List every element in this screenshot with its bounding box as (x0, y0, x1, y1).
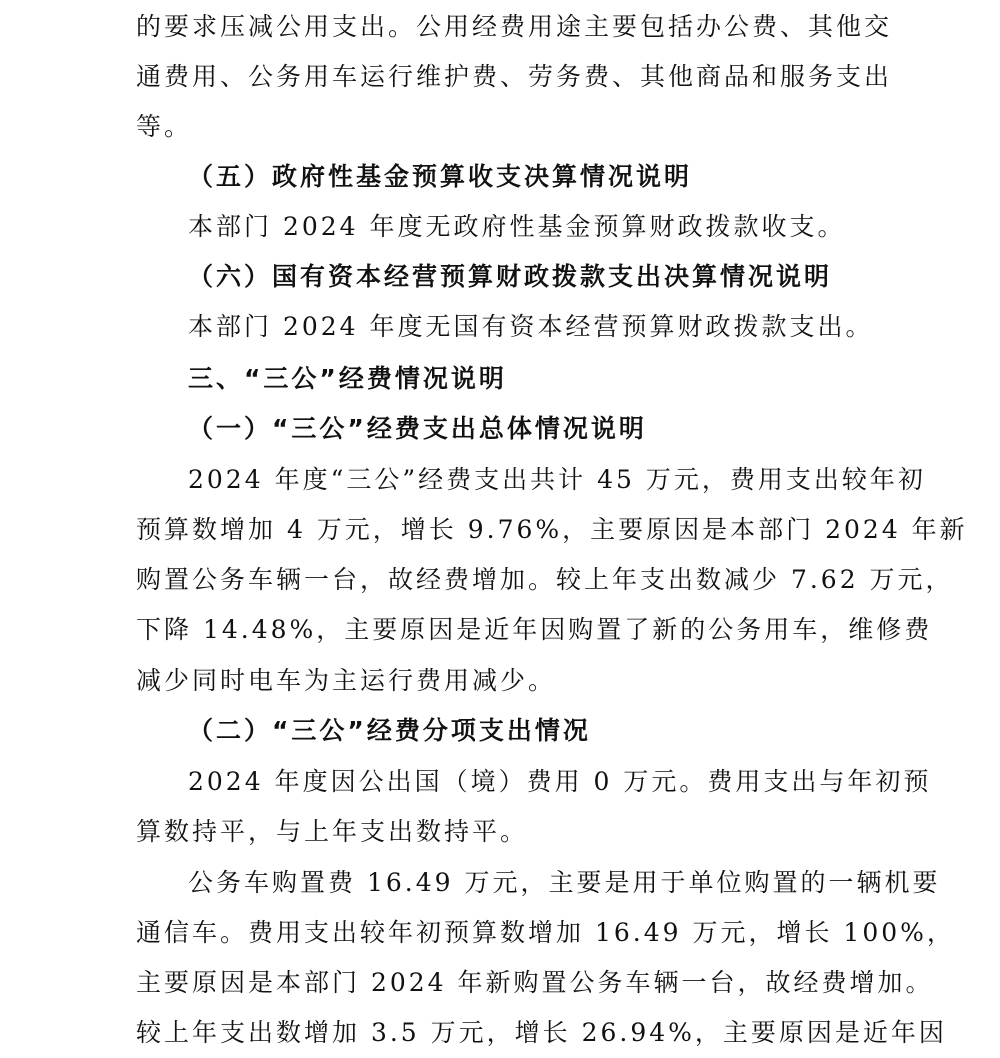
body-text-line: 公务车购置费 16.49 万元，主要是用于单位购置的一辆机要 (188, 868, 941, 897)
body-text-line: 较上年支出数增加 3.5 万元，增长 26.94%，主要原因是近年因 (136, 1018, 947, 1047)
body-text-line: 主要原因是本部门 2024 年新购置公务车辆一台，故经费增加。 (136, 968, 934, 997)
body-text-line: 本部门 2024 年度无国有资本经营预算财政拨款支出。 (188, 312, 874, 341)
section-heading-5: （五）政府性基金预算收支决算情况说明 (188, 162, 693, 191)
chapter-heading-3: 三、“三公”经费情况说明 (188, 364, 507, 393)
body-text-line: 算数持平，与上年支出数持平。 (136, 817, 529, 846)
body-text-line: 购置公务车辆一台，故经费增加。较上年支出数减少 7.62 万元， (136, 565, 954, 594)
body-text-line: 减少同时电车为主运行费用减少。 (136, 666, 557, 695)
section-heading-2: （二）“三公”经费分项支出情况 (188, 716, 591, 745)
section-heading-1: （一）“三公”经费支出总体情况说明 (188, 414, 647, 443)
body-text-line: 等。 (136, 112, 193, 141)
body-text-line: 2024 年度“三公”经费支出共计 45 万元，费用支出较年初 (188, 465, 926, 494)
body-text-line: 本部门 2024 年度无政府性基金预算财政拨款收支。 (188, 212, 846, 241)
body-text-line: 下降 14.48%，主要原因是近年因购置了新的公务用车，维修费 (136, 615, 933, 644)
section-heading-6: （六）国有资本经营预算财政拨款支出决算情况说明 (188, 262, 833, 291)
body-text-line: 的要求压减公用支出。公用经费用途主要包括办公费、其他交 (136, 12, 893, 41)
body-text-line: 通信车。费用支出较年初预算数增加 16.49 万元，增长 100%， (136, 918, 955, 947)
body-text-line: 预算数增加 4 万元，增长 9.76%，主要原因是本部门 2024 年新 (136, 515, 968, 544)
body-text-line: 2024 年度因公出国（境）费用 0 万元。费用支出与年初预 (188, 767, 932, 796)
body-text-line: 通费用、公务用车运行维护费、劳务费、其他商品和服务支出 (136, 62, 893, 91)
